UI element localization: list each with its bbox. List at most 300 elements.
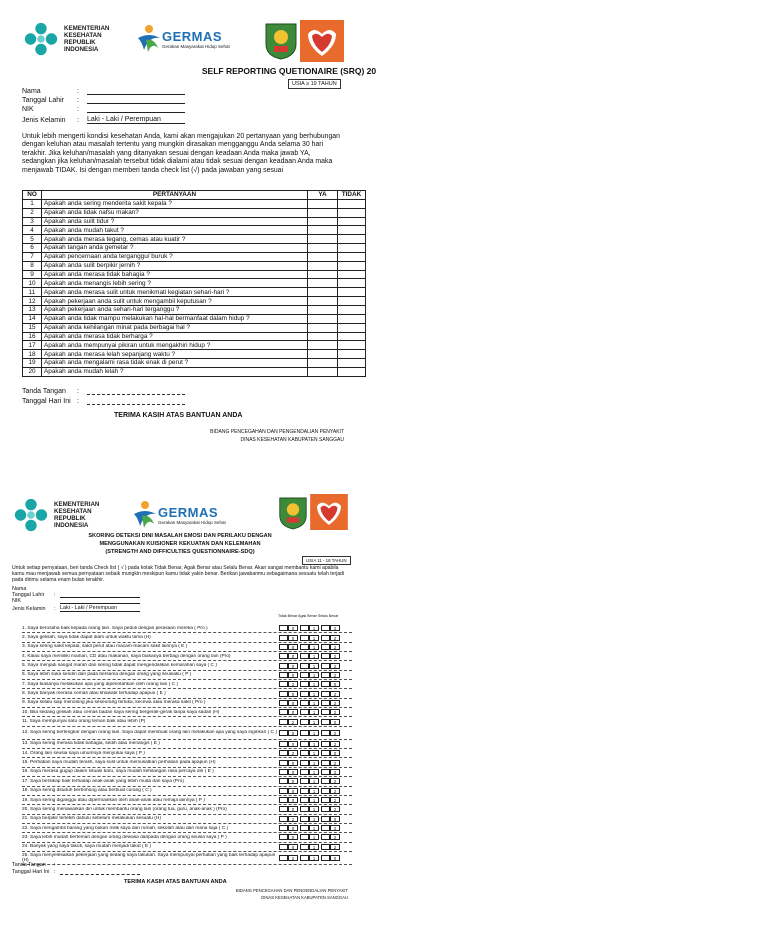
name-input-line[interactable] [87,88,185,95]
answer-tidak-cell[interactable] [338,217,366,226]
answer-ya-cell[interactable] [308,350,338,359]
score-value: 0 [288,635,298,641]
answer-checkbox[interactable] [279,844,288,850]
answer-ya-cell[interactable] [308,297,338,306]
answer-tidak-cell[interactable] [338,252,366,261]
date-today-line[interactable] [87,398,185,405]
score-value: 0 [330,681,340,687]
score-value: 1 [309,644,319,650]
sdq-statement-row [22,624,352,633]
answer-checkbox[interactable] [279,855,288,861]
answer-options [277,644,340,650]
answer-checkbox[interactable] [300,816,309,822]
answer-checkbox[interactable] [321,834,330,840]
answer-checkbox[interactable] [321,797,330,803]
answer-checkbox[interactable] [279,644,288,650]
answer-checkbox[interactable] [321,741,330,747]
sdq-footer [150,887,348,901]
answer-options [277,778,340,784]
answer-tidak-cell[interactable] [338,244,366,253]
answer-checkbox[interactable] [300,750,309,756]
question-number: 3 [23,217,42,226]
score-value: 2 [330,760,340,766]
germas-subtitle: Gerakan Masyarakat Hidup Sehat [158,520,226,525]
answer-ya-cell[interactable] [308,305,338,314]
sdq-statement-row [22,758,352,767]
sdq-statement-text: 13. Saya sering merasa tidak bahagia, sedih atau menangis ( E ) [22,741,160,747]
answer-options [277,834,340,840]
answer-checkbox[interactable] [300,653,309,659]
score-value: 0 [288,730,298,736]
answer-tidak-cell[interactable] [338,314,366,323]
nik-input-line[interactable] [87,106,185,113]
question-number: 2 [23,208,42,217]
answer-checkbox[interactable] [321,769,330,775]
sdq-statement-text: 10. Bila sedang gelisah atau cemas badan saya sering bergerak-gerak tanpa saya sadari (H) [22,709,220,715]
table-row [23,226,366,235]
answer-checkbox[interactable] [321,730,330,736]
score-value: 1 [309,730,319,736]
answer-checkbox[interactable] [300,844,309,850]
score-value: 2 [330,797,340,803]
answer-checkbox[interactable] [300,778,309,784]
field-label: NIK [12,598,21,604]
score-value: 0 [288,834,298,840]
score-value: 0 [330,855,340,861]
answer-ya-cell[interactable] [308,217,338,226]
table-row [23,288,366,297]
answer-tidak-cell[interactable] [338,341,366,350]
answer-checkbox[interactable] [300,635,309,641]
answer-checkbox[interactable] [300,719,309,725]
answer-checkbox[interactable] [279,741,288,747]
srq-age-badge: USIA ≥ 19 TAHUN [288,79,341,89]
answer-checkbox[interactable] [279,681,288,687]
question-number: 13 [23,305,42,314]
answer-ya-cell[interactable] [308,244,338,253]
answer-checkbox[interactable] [321,681,330,687]
answer-ya-cell[interactable] [308,226,338,235]
score-value: 0 [288,691,298,697]
score-value: 0 [288,700,298,706]
answer-ya-cell[interactable] [308,270,338,279]
table-row [23,350,366,359]
sdq-statement-row [22,768,352,777]
answer-checkbox[interactable] [279,760,288,766]
answer-checkbox[interactable] [321,653,330,659]
answer-checkbox[interactable] [300,806,309,812]
sdq-statement-text: 18. Saya sering dituduh berbohong atau berbuat curang ( C ) [22,788,152,794]
answer-checkbox[interactable] [300,730,309,736]
score-value: 1 [309,844,319,850]
answer-tidak-cell[interactable] [338,367,366,376]
answer-tidak-cell[interactable] [338,332,366,341]
answer-checkbox[interactable] [279,653,288,659]
sdq-statement-row [22,689,352,698]
answer-checkbox[interactable] [321,625,330,631]
date-today-label: Tanggal Hari Ini [22,398,71,405]
question-number: 1 [23,199,42,208]
score-value: 1 [309,797,319,803]
answer-checkbox[interactable] [279,700,288,706]
sdq-statement-text: 11. Saya mempunyai satu orang teman baik atau lebih (P) [22,719,146,725]
sdq-title-line: SKORING DETEKSI DINI MASALAH EMOSI DAN PERILAKU DENGAN [88,533,272,539]
score-value: 0 [288,760,298,766]
answer-tidak-cell[interactable] [338,261,366,270]
score-value: 1 [309,625,319,631]
srq-footer [150,428,344,444]
answer-ya-cell[interactable] [308,235,338,244]
score-value: 2 [330,834,340,840]
answer-checkbox[interactable] [321,844,330,850]
answer-options [277,635,340,641]
answer-checkbox[interactable] [300,834,309,840]
answer-ya-cell[interactable] [308,199,338,208]
sdq-statement-text: 20. Saya sering menawarkan diri untuk membantu orang lain (orang tua, guru, anak-anak ) (Pro) [22,806,227,812]
germas-title: GERMAS [162,29,223,44]
answer-ya-cell[interactable] [308,208,338,217]
table-row [23,305,366,314]
score-value: 2 [288,719,298,725]
answer-checkbox[interactable] [321,719,330,725]
answer-checkbox[interactable] [321,691,330,697]
sdq-statement-text: 7. Saya biasanya melakukan apa yang diperintahkan oleh orang lain ( C ) [22,681,178,687]
sdq-statement-row [22,661,352,670]
score-value: 0 [288,672,298,678]
table-row [23,297,366,306]
score-value: 2 [330,709,340,715]
sdq-statement-row [22,717,352,726]
sdq-title-line: (STRENGTH AND DIFFICULTIES QUESTIONNAIRE-SDQ) [105,549,255,556]
question-number: 20 [23,367,42,376]
germas-subtitle: Gerakan Masyarakat Hidup Sehat [162,44,230,49]
score-value: 0 [288,625,298,631]
answer-checkbox[interactable] [279,797,288,803]
field-tanggal-lahir: Tanggal Lahir : [12,592,140,598]
answer-ya-cell[interactable] [308,341,338,350]
kemenkes-logo-text: KEMENTERIAN KESEHATAN REPUBLIK INDONESIA [64,25,110,53]
question-number: 11 [23,288,42,297]
score-value: 2 [330,806,340,812]
field-label: Tanggal Lahir [22,97,65,104]
score-value: 1 [309,769,319,775]
score-value: 2 [330,825,340,831]
answer-ya-cell[interactable] [308,314,338,323]
sdq-statement-text: 3. Saya sering sakit kepala, sakit perut atau macam-macam sakit lainnya ( E ) [22,644,188,650]
answer-checkbox[interactable] [321,750,330,756]
answer-options [277,760,340,766]
header-logos [12,496,226,534]
date-today-line[interactable] [60,870,140,875]
answer-checkbox[interactable] [279,730,288,736]
answer-checkbox[interactable] [321,663,330,669]
sdq-statement-row [22,852,352,865]
sdq-statement-row [22,643,352,652]
answer-checkbox[interactable] [279,719,288,725]
answer-tidak-cell[interactable] [338,359,366,368]
field-jenis-kelamin: Jenis Kelamin : Laki - Laki / Perempuan [22,116,185,124]
col-tidak: TIDAK [338,191,366,200]
answer-checkbox[interactable] [321,644,330,650]
answer-checkbox[interactable] [300,625,309,631]
score-value: 2 [288,681,298,687]
answer-ya-cell[interactable] [308,323,338,332]
sdq-statement-text: 24. Banyak yang saya takuti, saya mudah menjadi takut ( E ) [22,844,152,850]
col-question: PERTANYAAN [42,191,308,200]
answer-options [277,709,340,715]
answer-options [277,844,340,850]
score-value: 1 [309,741,319,747]
birthdate-input-line[interactable] [87,97,185,104]
answer-checkbox[interactable] [279,806,288,812]
answer-checkbox[interactable] [279,750,288,756]
nik-input-line[interactable] [60,599,140,604]
answer-checkbox[interactable] [279,816,288,822]
question-text: Apakah anda mempunyai pikiran untuk mengakhiri hidup ? [42,341,308,350]
answer-checkbox[interactable] [300,825,309,831]
score-value: 1 [309,719,319,725]
answer-checkbox[interactable] [300,672,309,678]
score-value: 0 [288,844,298,850]
footer-line: BIDANG PENCEGAHAN DAN PENGENDALIAN PENYAKIT [210,429,344,435]
answer-checkbox[interactable] [300,644,309,650]
score-value: 2 [288,750,298,756]
question-number: 6 [23,244,42,253]
sdq-statement-row [22,777,352,786]
sdq-title [60,532,300,557]
score-value: 2 [330,653,340,659]
sdq-statement-text: 5. Saya menjadi sangat marah dan sering tidak dapat mengendalikan kemarahan saya ( C ) [22,663,217,669]
answer-checkbox[interactable] [279,691,288,697]
answer-checkbox[interactable] [279,769,288,775]
question-number: 17 [23,341,42,350]
answer-tidak-cell[interactable] [338,235,366,244]
answer-checkbox[interactable] [300,700,309,706]
footer-line: DINAS KESEHATAN KABUPATEN SANGGAU [240,437,344,443]
table-row [23,244,366,253]
answer-checkbox[interactable] [300,681,309,687]
score-value: 0 [288,653,298,659]
score-value: 1 [309,672,319,678]
sdq-statement-row [22,680,352,689]
answer-checkbox[interactable] [279,778,288,784]
answer-options [277,730,340,736]
answer-checkbox[interactable] [300,788,309,794]
gender-value[interactable]: Laki - Laki / Perempuan [60,605,140,612]
sdq-statement-row [22,749,352,758]
score-value: 1 [309,760,319,766]
answer-checkbox[interactable] [300,741,309,747]
score-value: 1 [309,709,319,715]
answer-checkbox[interactable] [321,672,330,678]
score-value: 0 [288,778,298,784]
answer-checkbox[interactable] [300,769,309,775]
answer-checkbox[interactable] [279,625,288,631]
answer-checkbox[interactable] [300,663,309,669]
sdq-statement-row [22,833,352,842]
score-value: 0 [288,825,298,831]
answer-checkbox[interactable] [300,691,309,697]
score-value: 2 [330,778,340,784]
score-value: 0 [288,741,298,747]
question-number: 12 [23,297,42,306]
answer-ya-cell[interactable] [308,288,338,297]
date-today-row: Tanggal Hari Ini : [22,398,185,405]
signature-row: Tanda Tangan : [22,388,185,395]
answer-checkbox[interactable] [300,797,309,803]
question-text: Apakah pekerjaan anda sehari-hari terganggu ? [42,305,308,314]
question-text: Apakah anda merasa tegang, cemas atau kuatir ? [42,235,308,244]
health-campaign-logo-icon [310,494,348,530]
sdq-age-badge: USIA 11 - 18 TAHUN [302,556,351,565]
sdq-statement-row [22,815,352,824]
score-value: 1 [309,816,319,822]
question-number: 19 [23,359,42,368]
answer-ya-cell[interactable] [308,261,338,270]
answer-tidak-cell[interactable] [338,323,366,332]
table-row [23,359,366,368]
question-text: Apakah anda merasa lelah sepanjang waktu ? [42,350,308,359]
score-value: 2 [330,700,340,706]
signature-label: Tanda Tangan [12,862,46,868]
footer-line: BIDANG PENCEGAHAN DAN PENGENDALIAN PENYAKIT [235,888,348,893]
answer-checkbox[interactable] [300,855,309,861]
score-value: 2 [330,625,340,631]
answer-checkbox[interactable] [321,778,330,784]
answer-checkbox[interactable] [321,709,330,715]
germas-logo [132,500,226,530]
answer-tidak-cell[interactable] [338,199,366,208]
answer-options [277,797,340,803]
answer-ya-cell[interactable] [308,279,338,288]
score-value: 0 [288,663,298,669]
answer-tidak-cell[interactable] [338,288,366,297]
answer-options [277,769,340,775]
answer-checkbox[interactable] [279,834,288,840]
answer-tidak-cell[interactable] [338,226,366,235]
sdq-statement-row [22,740,352,749]
score-value: 1 [309,750,319,756]
field-label: NIK [22,106,34,113]
sdq-instructions: Untuk setiap pernyataan, beri tanda Check list ( √ ) pada kotak Tidak Benar, Agak Benar atau Selalu Benar. Akan sangat membantu kami apabila kamu mau menjawab semua pernyataan sebaik mungkin meskipun kamu tidak yakin benar. Berikan jawabanmu sebagaimana sesuatu telah terjadi pada dirimu selama enam bulan terakhir. [12,565,345,584]
answer-checkbox[interactable] [279,663,288,669]
answer-checkbox[interactable] [321,855,330,861]
srq-instructions: Untuk lebih mengerti kondisi kesehatan Anda, kami akan mengajukan 20 pertanyaan yang berhubungan dengan keluhan atau masalah tertentu yang mungkin dirasakan mengganggu Anda selama 30 hari terakhir. Jika keluhan/masalah yang ditanyakan sesuai dengan keadaan Anda maka jawab YA, sedangkan jika keluhan/masalah tersebut tidak dialami atau tidak sesuai dengan keadaan Anda maka menjawab TIDAK. Isi dengan memberi tanda check list (√) pada jawaban yang sesuai [22,133,340,174]
table-row [23,261,366,270]
answer-checkbox[interactable] [300,709,309,715]
sdq-statement-text: 23. Saya lebih mudah berteman dengan orang dewasa daripada dengan orang seusia saya ( P ) [22,834,227,840]
table-row [23,217,366,226]
answer-tidak-cell[interactable] [338,305,366,314]
field-label: Nama [12,586,27,592]
sdq-statement-text: 16. Saya merasa gugup dalam situasi baru, saya mudah kehilangan rasa percaya diri ( E ) [22,769,214,775]
field-label: Jenis Kelamin [12,606,46,612]
score-value: 1 [309,825,319,831]
score-value: 2 [330,741,340,747]
answer-tidak-cell[interactable] [338,208,366,217]
answer-tidak-cell[interactable] [338,350,366,359]
sdq-statement-row [22,633,352,642]
table-row [23,341,366,350]
srq-question-table [22,190,366,377]
question-text: Apakah pekerjaan anda sulit untuk mengambil keputusan ? [42,297,308,306]
question-number: 7 [23,252,42,261]
answer-tidak-cell[interactable] [338,297,366,306]
question-number: 4 [23,226,42,235]
answer-checkbox[interactable] [300,760,309,766]
score-value: 0 [288,769,298,775]
score-value: 2 [330,844,340,850]
answer-checkbox[interactable] [279,635,288,641]
field-label: Nama [22,88,41,95]
score-value: 1 [309,700,319,706]
answer-options [277,691,340,697]
field-nik: NIK : [22,106,185,113]
answer-tidak-cell[interactable] [338,279,366,288]
field-label: Jenis Kelamin [22,117,66,124]
answer-ya-cell[interactable] [308,367,338,376]
score-value: 2 [330,769,340,775]
score-value: 1 [309,691,319,697]
health-campaign-logo-icon [300,20,344,62]
sdq-statement-text: 4. Kalau saya memiliki mainan, CD atau makanan, saya biasanya berbagi dengan orang lain (Pro) [22,653,231,659]
answer-checkbox[interactable] [321,700,330,706]
answer-checkbox[interactable] [279,709,288,715]
answer-checkbox[interactable] [321,825,330,831]
score-value: 2 [330,663,340,669]
signature-line[interactable] [87,388,185,395]
answer-options [277,816,340,822]
answer-checkbox[interactable] [279,788,288,794]
answer-checkbox[interactable] [321,806,330,812]
answer-ya-cell[interactable] [308,359,338,368]
answer-ya-cell[interactable] [308,252,338,261]
table-row [23,208,366,217]
sdq-statement-text: 17. Saya bersikap baik terhadap anak-anak yang lebih muda dari saya (Pro) [22,778,184,784]
score-value: 1 [309,663,319,669]
date-today-row: Tanggal Hari Ini : [12,869,140,875]
answer-checkbox[interactable] [279,825,288,831]
answer-ya-cell[interactable] [308,332,338,341]
sdq-statement-row [22,824,352,833]
score-value: 0 [288,709,298,715]
sdq-statement-text: 25. Saya menyelesaikan pekerjaan yang sedang saya lakukan. Saya mempunyai perhatian yang baik terhadap apapun (H) [22,852,276,863]
sdq-statement-text: 6. Saya lebih suka sendiri dari pada bersama dengan orang yang seusiaku ( P ) [22,672,192,678]
score-value: 1 [309,681,319,687]
signature-row: Tanda Tangan : [12,862,56,868]
answer-checkbox[interactable] [279,672,288,678]
header-logos [22,20,230,58]
germas-logo [136,24,230,54]
sdq-statement-text: 14. Orang lain seusia saya umumnya menyukai saya ( P ) [22,750,145,756]
question-text: Apakah anda merasa sulit untuk menikmati kegiatan sehari-hari ? [42,288,308,297]
answer-checkbox[interactable] [321,635,330,641]
score-value: 0 [288,806,298,812]
score-value: 2 [330,691,340,697]
answer-checkbox[interactable] [321,760,330,766]
sdq-statement-text: 8. Saya banyak merasa cemas atau khawatir terhadap apapun ( E ) [22,691,166,697]
answer-checkbox[interactable] [321,816,330,822]
answer-tidak-cell[interactable] [338,270,366,279]
score-value: 1 [309,778,319,784]
score-value: 2 [330,730,340,736]
score-value: 1 [309,855,319,861]
date-today-label: Tanggal Hari Ini [12,869,50,875]
answer-checkbox[interactable] [321,788,330,794]
gender-value[interactable]: Laki - Laki / Perempuan [87,116,185,124]
kemenkes-logo-icon [22,20,60,58]
question-number: 9 [23,270,42,279]
